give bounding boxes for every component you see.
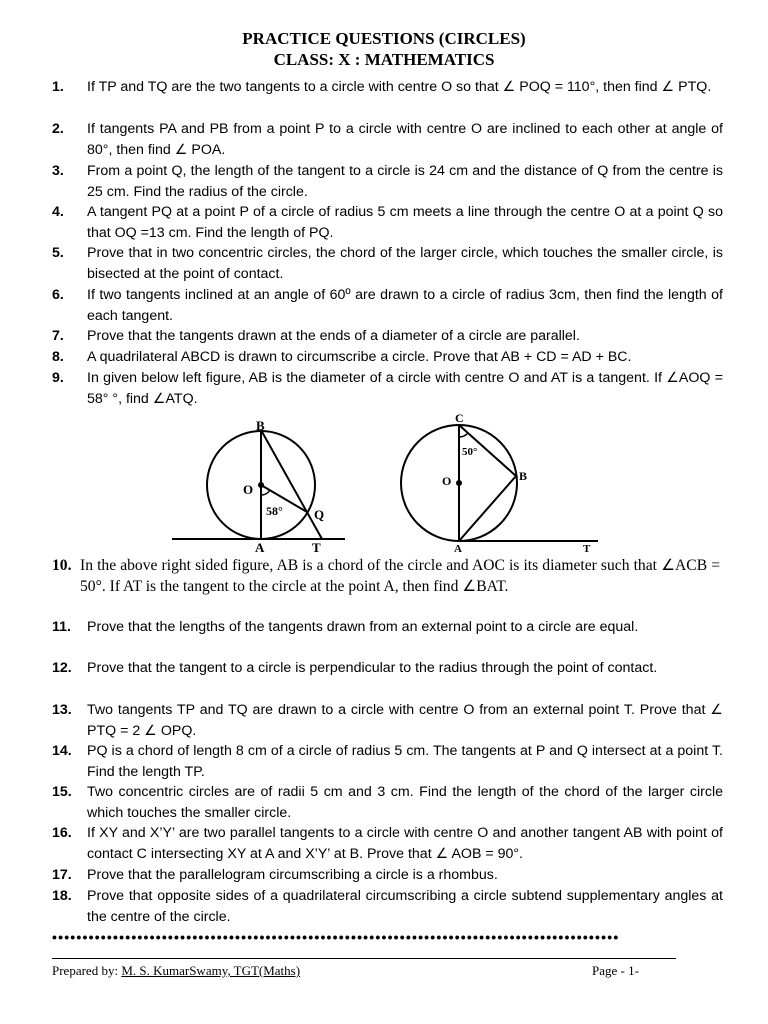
question-number: 5. (52, 245, 64, 261)
angle-arc (459, 433, 468, 437)
label-t: T (312, 540, 321, 555)
question-text: A tangent PQ at a point P of a circle of radius 5 cm meets a line through the centre O at a point Q so that OQ =13 cm. Find the length of PQ. (87, 204, 723, 241)
question-number: 17. (52, 867, 72, 883)
question-number: 1. (52, 79, 64, 95)
question-text: A quadrilateral ABCD is drawn to circumscribe a circle. Prove that AB + CD = AD + BC. (87, 349, 632, 365)
label-b: B (256, 418, 265, 433)
question-text: Two concentric circles are of radii 5 cm and 3 cm. Find the length of the chord of the larger circle which touches the smaller circle. (87, 784, 723, 821)
footer-credit (52, 963, 300, 979)
question-number: 12. (52, 660, 72, 676)
footer-author: M. S. KumarSwamy, TGT(Maths) (121, 963, 301, 978)
question-text: If TP and TQ are the two tangents to a circle with centre O so that ∠ POQ = 110°, then find ∠ PTQ. (87, 79, 712, 95)
question-text: If two tangents inclined at an angle of 60º are drawn to a circle of radius 3cm, then find the length of each tangent. (87, 287, 723, 324)
question-text: Prove that opposite sides of a quadrilateral circumscribing a circle subtend supplementary angles at the centre of the circle. (87, 888, 723, 925)
question-number: 18. (52, 888, 72, 904)
question-text: In the above right sided figure, AB is a chord of the circle and AOC is its diameter such that ∠ACB = 50°. If AT is the tangent to the circle at the point A, then find ∠BAT. (80, 557, 720, 595)
page-subtitle: CLASS: X : MATHEMATICS (273, 50, 495, 69)
question-text: From a point Q, the length of the tangent to a circle is 24 cm and the distance of Q from the centre is 25 cm. Find the radius of the circle. (87, 163, 723, 200)
label-a: A (255, 540, 265, 555)
question-number: 9. (52, 370, 64, 386)
right-circle-figure (395, 410, 605, 555)
label-t: T (583, 543, 591, 555)
question-number: 6. (52, 287, 64, 303)
question-number: 8. (52, 349, 64, 365)
footer-prepared-label: Prepared by: (52, 963, 122, 978)
question-text: In given below left figure, AB is the diameter of a circle with centre O and AT is a tangent. If ∠AOQ = 58° °, find ∠ATQ. (87, 370, 723, 407)
secant-line (261, 430, 325, 539)
question-text: Prove that the lengths of the tangents drawn from an external point to a circle are equal. (87, 619, 639, 635)
question-text: Two tangents TP and TQ are drawn to a circle with centre O from an external point T. Prove that ∠ PTQ = 2 ∠ OPQ. (87, 702, 723, 739)
question-text: Prove that the tangent to a circle is perpendicular to the radius through the point of contact. (87, 660, 658, 676)
question-number: 11. (52, 619, 71, 635)
label-angle: 58° (266, 504, 283, 518)
label-a: A (454, 543, 462, 555)
label-angle: 50° (462, 446, 478, 458)
question-text: If XY and X’Y’ are two parallel tangents to a circle with centre O and another tangent AB with point of contact C intersecting XY at A and X’Y’ at B. Prove that ∠ AOB = 90°. (87, 825, 723, 862)
question-number: 7. (52, 328, 64, 344)
question-number: 10. (52, 557, 72, 574)
question-number: 14. (52, 743, 72, 759)
question-number: 15. (52, 784, 72, 800)
question-number: 3. (52, 163, 64, 179)
label-c: C (455, 411, 464, 425)
question-number: 2. (52, 121, 64, 137)
page-title: PRACTICE QUESTIONS (CIRCLES) (242, 29, 526, 48)
chord-ab (459, 476, 516, 541)
label-b: B (519, 469, 528, 483)
question-text: PQ is a chord of length 8 cm of a circle of radius 5 cm. The tangents at P and Q intersect at a point T. Find the length TP. (87, 743, 723, 780)
left-circle-figure (168, 414, 358, 556)
question-number: 13. (52, 702, 72, 718)
centre-point (258, 482, 264, 488)
question-number: 16. (52, 825, 72, 841)
centre-point (456, 480, 462, 486)
question-text: Prove that the parallelogram circumscribing a circle is a rhombus. (87, 867, 498, 883)
footer-page-number: Page - 1- (592, 963, 639, 978)
question-text: Prove that in two concentric circles, the chord of the larger circle, which touches the smaller circle, is bisected at the point of contact. (87, 245, 723, 282)
question-text: Prove that the tangents drawn at the ends of a diameter of a circle are parallel. (87, 328, 580, 344)
label-o: O (442, 474, 452, 488)
dotted-separator: ••••••••••••••••••••••••••••••••••••••••••••••••••••••••••••••••••••••••••••••••••••••••••••• (52, 930, 620, 944)
question-text: If tangents PA and PB from a point P to a circle with centre O are inclined to each other at angle of 80°, then find ∠ POA. (87, 121, 723, 158)
question-number: 4. (52, 204, 64, 220)
footer-rule (52, 958, 676, 959)
angle-arc (261, 490, 270, 495)
label-o: O (243, 482, 254, 497)
label-q: Q (314, 507, 325, 522)
